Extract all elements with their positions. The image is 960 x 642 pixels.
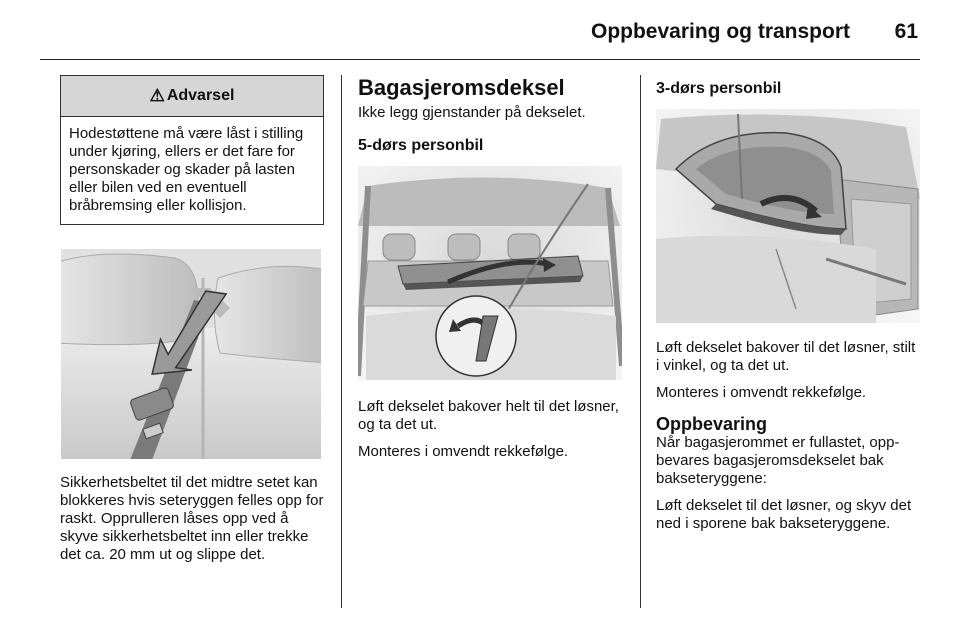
- warning-text: Hodestøttene må være låst i stilling under kjøring, ellers er det fare for personskader og skader på lasten eller bilen ved en eventuell bråbremsing eller kollisjon.: [69, 125, 304, 214]
- column-3: [656, 75, 921, 542]
- storage-text-1: Når bagasjerommet er fullastet, oppbevares bagasjeromsdekselet bak bakseteryggene:: [656, 434, 900, 487]
- intro-text: Ikke legg gjenstander på dekselet.: [358, 104, 586, 121]
- warning-title: Advarsel: [166, 87, 235, 104]
- storage-text-2: Løft dekselet til det løsner, og skyv det ned i sporene bak bakseteryggene.: [656, 497, 912, 532]
- page-header: [0, 0, 960, 60]
- page-number: 61: [894, 20, 918, 43]
- 3-door-text-2: Monteres i omvendt rekkefølge.: [656, 384, 867, 401]
- header-title: Oppbevaring og transport: [590, 20, 850, 43]
- warning-box: [60, 75, 324, 225]
- column-1: [60, 75, 324, 573]
- header-rule: [40, 59, 920, 60]
- column-2: [358, 75, 622, 470]
- warning-header: [61, 76, 323, 117]
- warning-triangle-icon: ⚠: [149, 86, 165, 105]
- cargo-cover-5door-illustration: [358, 166, 622, 380]
- column-divider: [640, 75, 641, 608]
- 5-door-text-1: Løft dekselet bakover helt til det løsner, og ta det ut.: [358, 398, 619, 433]
- seatbelt-illustration: [60, 248, 322, 460]
- subheading-3-door: 3-dørs personbil: [656, 80, 782, 97]
- 5-door-text-2: Monteres i omvendt rekkefølge.: [358, 443, 569, 460]
- storage-heading: Oppbevaring: [656, 414, 768, 434]
- seatbelt-text: Sikkerhetsbeltet til det midtre setet kan blokkeres hvis seteryggen felles opp for raskt. Opprulleren låses opp ved å skyve sikkerhetsbeltet inn eller trekke det ca. 20 mm ut og slippe det.: [60, 474, 324, 563]
- 3-door-text-1: Løft dekselet bakover til det løsner, stilt i vinkel, og ta det ut.: [656, 339, 916, 374]
- column-divider: [341, 75, 342, 608]
- cargo-cover-3door-illustration: [656, 109, 920, 323]
- subheading-5-door: 5-dørs personbil: [358, 137, 484, 154]
- section-heading: Bagasjeromsdeksel: [358, 75, 565, 100]
